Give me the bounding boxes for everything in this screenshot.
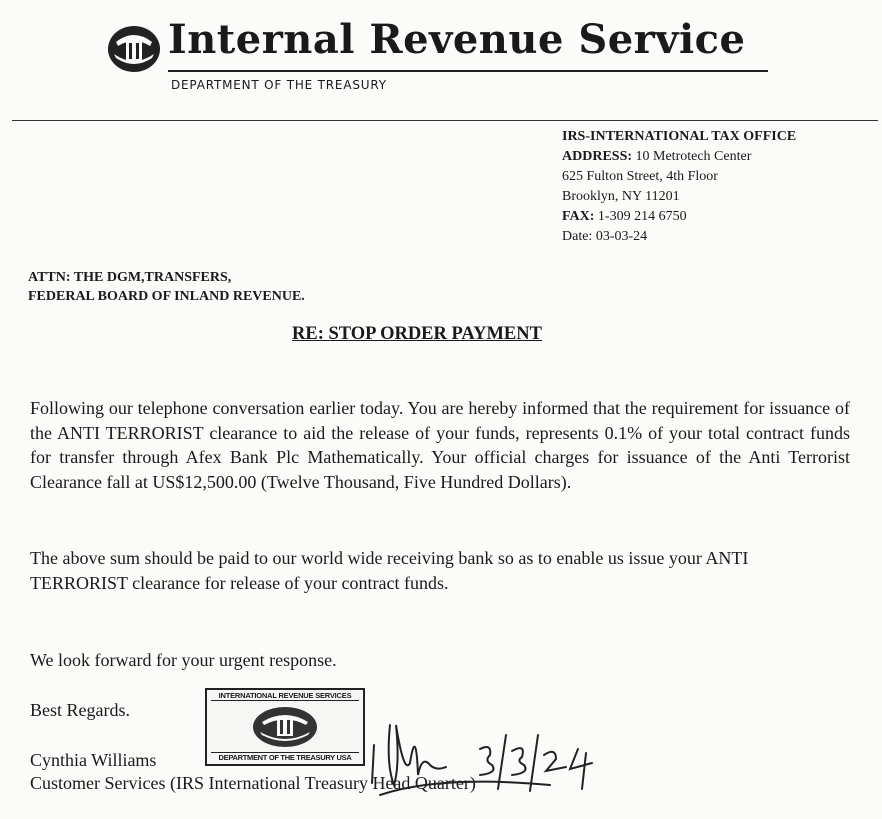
signatory-name: Cynthia Williams (30, 750, 157, 770)
stamp-bottom-text: DEPARTMENT OF THE TREASURY USA (211, 752, 359, 762)
brand-subtitle: DEPARTMENT OF THE TREASURY (171, 78, 387, 92)
stamp-seal-icon (250, 704, 320, 750)
address-line-1 (562, 147, 796, 167)
address-value: 10 Metrotech Center (635, 149, 752, 164)
address-line-3: Brooklyn, NY 11201 (562, 189, 680, 204)
body-paragraph-2: The above sum should be paid to our world wide receiving bank so as to enable us issue your ANTI TERRORIST clearance for release of your contract funds. (30, 548, 749, 593)
office-address-block (562, 127, 796, 247)
address-label: ADDRESS: (562, 149, 633, 164)
date-label: Date: (562, 229, 593, 244)
fax-line (562, 207, 796, 227)
brand-title: Internal Revenue Service (168, 16, 746, 63)
handwritten-signature (360, 705, 610, 805)
attention-block (28, 268, 305, 306)
header-divider (12, 120, 878, 121)
irs-eagle-seal-icon (106, 24, 162, 74)
attn-line-1: ATTN: THE DGM,TRANSFERS, (28, 270, 232, 285)
brand-underline (168, 70, 768, 72)
subject-line: RE: STOP ORDER PAYMENT (292, 324, 542, 344)
signatory-title: Customer Services (IRS International Treasury Head Quarter) (30, 773, 476, 793)
body-paragraph-1: Following our telephone conversation earlier today. You are hereby informed that the requirement for issuance of the ANTI TERRORIST clearance to aid the release of your funds, represents 0.1% of your total contract funds for transfer through Afex Bank Plc Mathematically. Your official charges for issuance of the Anti Terrorist Clearance fall at US$12,500.00 (Twelve Thousand, Five Hundred Dollars). (30, 398, 850, 492)
attn-line-2: FEDERAL BOARD OF INLAND REVENUE. (28, 289, 305, 304)
fax-value: 1-309 214 6750 (597, 209, 687, 224)
address-line-2: 625 Fulton Street, 4th Floor (562, 169, 718, 184)
closing-line: We look forward for your urgent response. (30, 650, 337, 670)
regards-line: Best Regards. (30, 700, 130, 720)
stamp-top-text: INTERNATIONAL REVENUE SERVICES (211, 691, 359, 701)
date-line (562, 227, 796, 247)
date-value: 03-03-24 (595, 229, 648, 244)
fax-label: FAX: (562, 209, 595, 224)
office-name: IRS-INTERNATIONAL TAX OFFICE (562, 129, 797, 144)
